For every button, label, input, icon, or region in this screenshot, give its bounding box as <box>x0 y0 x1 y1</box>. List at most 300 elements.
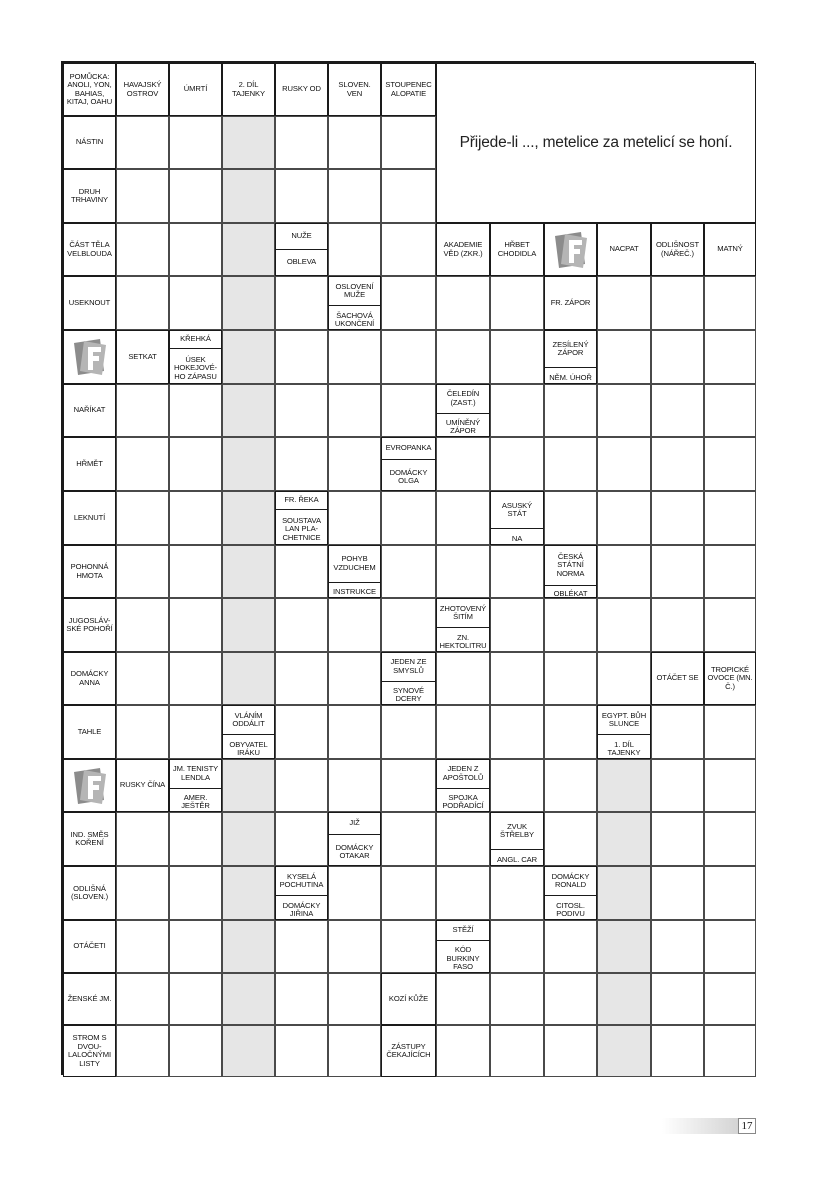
answer-cell[interactable] <box>169 705 222 759</box>
solution-cell[interactable] <box>222 812 275 866</box>
answer-cell[interactable] <box>490 545 544 598</box>
clue-text: USEKNOUT <box>68 297 111 307</box>
answer-cell[interactable] <box>328 330 381 384</box>
answer-cell[interactable] <box>275 545 328 598</box>
clue-text-right: OSLOVENÍ MUŽE <box>335 281 374 299</box>
answer-cell[interactable] <box>704 705 756 759</box>
clue-text-right: ZVUK ŠTŘELBY <box>500 821 534 840</box>
answer-cell[interactable] <box>169 973 222 1025</box>
answer-cell[interactable] <box>328 598 381 652</box>
answer-cell[interactable] <box>436 652 490 705</box>
answer-cell[interactable] <box>116 116 169 169</box>
answer-cell[interactable] <box>116 812 169 866</box>
answer-cell[interactable] <box>116 1025 169 1077</box>
clue-text: RUSKY ČÍNA <box>119 780 166 790</box>
answer-cell[interactable] <box>704 920 756 973</box>
clue-text-right: STĚŽÍ <box>452 925 474 935</box>
clue-text: OTÁČETI <box>73 941 106 951</box>
clue-cell <box>436 223 490 276</box>
answer-cell[interactable] <box>436 812 490 866</box>
clue-cell <box>544 545 597 598</box>
answer-cell[interactable] <box>275 705 328 759</box>
lf-logo-icon <box>63 759 116 812</box>
answer-cell[interactable] <box>597 652 651 705</box>
answer-cell[interactable] <box>328 437 381 491</box>
answer-cell[interactable] <box>169 276 222 330</box>
answer-cell[interactable] <box>381 223 436 276</box>
answer-cell[interactable] <box>275 920 328 973</box>
solution-cell[interactable] <box>597 1025 651 1077</box>
clue-cell <box>63 812 116 866</box>
answer-cell[interactable] <box>436 705 490 759</box>
clue-text: TROPICKÉ OVOCE (MN. Č.) <box>707 664 753 691</box>
clue-text: 2. DÍL TAJENKY <box>232 80 265 98</box>
clue-cell <box>222 63 275 116</box>
clue-text: MATNÝ <box>717 244 743 254</box>
solution-cell[interactable] <box>222 169 275 223</box>
answer-cell[interactable] <box>275 276 328 330</box>
solution-cell[interactable] <box>597 812 651 866</box>
clue-text: ÚMRTÍ <box>183 84 208 94</box>
answer-cell[interactable] <box>436 491 490 545</box>
answer-cell[interactable] <box>704 437 756 491</box>
clue-text-right: NUŽE <box>291 231 312 241</box>
answer-cell[interactable] <box>544 759 597 812</box>
answer-cell[interactable] <box>275 812 328 866</box>
solution-cell[interactable] <box>222 598 275 652</box>
clue-cell <box>169 63 222 116</box>
clue-cell <box>381 652 436 705</box>
answer-cell[interactable] <box>275 598 328 652</box>
answer-cell[interactable] <box>436 276 490 330</box>
answer-cell[interactable] <box>169 598 222 652</box>
solution-cell[interactable] <box>222 866 275 920</box>
clue-cell <box>116 330 169 384</box>
answer-cell[interactable] <box>169 223 222 276</box>
clue-cell <box>275 63 328 116</box>
clue-text: OTÁČET SE <box>656 673 699 683</box>
clue-text-right: ZHOTOVENÝ ŠITÍM <box>439 603 487 621</box>
clue-cell <box>597 223 651 276</box>
clue-text: SLOVEN. VEN <box>338 80 371 98</box>
clue-cell <box>544 866 597 920</box>
answer-cell[interactable] <box>169 437 222 491</box>
lf-logo-icon <box>544 223 597 276</box>
answer-cell[interactable] <box>328 116 381 169</box>
clue-cell <box>436 384 490 437</box>
clue-cell <box>704 652 756 705</box>
answer-cell[interactable] <box>328 652 381 705</box>
answer-cell[interactable] <box>328 491 381 545</box>
clue-text: ZÁSTUPY ČEKAJÍCÍCH <box>386 1041 431 1059</box>
clue-text-down: DOMÁCKY OLGA <box>382 459 435 491</box>
clue-text-right: EGYPT. BŮH SLUNCE <box>601 710 647 728</box>
answer-cell[interactable] <box>116 705 169 759</box>
answer-cell[interactable] <box>651 1025 704 1077</box>
clue-cell <box>63 437 116 491</box>
answer-cell[interactable] <box>436 545 490 598</box>
answer-cell[interactable] <box>704 545 756 598</box>
answer-cell[interactable] <box>328 920 381 973</box>
answer-cell[interactable] <box>275 759 328 812</box>
clue-text: SETKAT <box>128 351 157 361</box>
solution-cell[interactable] <box>222 491 275 545</box>
clue-cell <box>63 1025 116 1077</box>
answer-cell[interactable] <box>275 973 328 1025</box>
answer-cell[interactable] <box>544 973 597 1025</box>
solution-cell[interactable] <box>222 437 275 491</box>
answer-cell[interactable] <box>704 759 756 812</box>
answer-cell[interactable] <box>490 759 544 812</box>
clue-text-down: KÓD BURKINY FASO <box>437 940 489 973</box>
answer-cell[interactable] <box>381 812 436 866</box>
answer-cell[interactable] <box>169 1025 222 1077</box>
answer-cell[interactable] <box>544 437 597 491</box>
clue-cell <box>328 812 381 866</box>
solution-cell[interactable] <box>222 276 275 330</box>
answer-cell[interactable] <box>704 598 756 652</box>
answer-cell[interactable] <box>328 169 381 223</box>
clue-cell <box>116 63 169 116</box>
answer-cell[interactable] <box>116 384 169 437</box>
clue-text-down: DOMÁCKY JIŘINA <box>276 895 327 920</box>
answer-cell[interactable] <box>597 545 651 598</box>
solution-cell[interactable] <box>222 652 275 705</box>
answer-cell[interactable] <box>490 1025 544 1077</box>
clue-cell <box>63 223 116 276</box>
clue-cell <box>436 759 490 812</box>
clue-cell <box>275 866 328 920</box>
clue-text-down: INSTRUKCE <box>329 582 380 598</box>
answer-cell[interactable] <box>436 437 490 491</box>
puzzle-quote <box>436 63 756 223</box>
answer-cell[interactable] <box>381 545 436 598</box>
clue-cell <box>328 545 381 598</box>
clue-text-right: JEDEN Z APOŠTOLŮ <box>442 764 484 782</box>
clue-cell <box>63 169 116 223</box>
answer-cell[interactable] <box>544 384 597 437</box>
clue-text-down: OBLEVA <box>276 249 327 275</box>
clue-cell <box>436 598 490 652</box>
answer-cell[interactable] <box>597 276 651 330</box>
answer-cell[interactable] <box>116 276 169 330</box>
answer-cell[interactable] <box>544 920 597 973</box>
answer-cell[interactable] <box>116 652 169 705</box>
clue-cell <box>544 276 597 330</box>
clue-cell <box>381 1025 436 1077</box>
answer-cell[interactable] <box>169 169 222 223</box>
answer-cell[interactable] <box>328 866 381 920</box>
answer-cell[interactable] <box>328 1025 381 1077</box>
quote-text: Přijede-li ..., metelice za metelicí se honí. <box>459 134 733 151</box>
answer-cell[interactable] <box>597 437 651 491</box>
clue-text: POHONNÁ HMOTA <box>70 562 109 580</box>
answer-cell[interactable] <box>328 973 381 1025</box>
answer-cell[interactable] <box>490 276 544 330</box>
clue-text: STOUPENEC ALOPATIE <box>385 80 432 98</box>
clue-cell <box>63 384 116 437</box>
clue-text-down: SYNOVÉ DCERY <box>382 681 435 706</box>
answer-cell[interactable] <box>704 330 756 384</box>
clue-text: ODLIŠNÁ (SLOVEN.) <box>70 883 109 901</box>
answer-cell[interactable] <box>651 920 704 973</box>
answer-cell[interactable] <box>490 973 544 1025</box>
answer-cell[interactable] <box>381 330 436 384</box>
answer-cell[interactable] <box>597 384 651 437</box>
answer-cell[interactable] <box>116 973 169 1025</box>
clue-cell <box>651 223 704 276</box>
answer-cell[interactable] <box>169 545 222 598</box>
answer-cell[interactable] <box>381 705 436 759</box>
clue-text-down: 1. DÍL TAJENKY <box>598 734 650 759</box>
answer-cell[interactable] <box>490 330 544 384</box>
answer-cell[interactable] <box>328 705 381 759</box>
clue-text-down: NA <box>491 528 543 545</box>
answer-cell[interactable] <box>490 384 544 437</box>
answer-cell[interactable] <box>116 223 169 276</box>
clue-text: DOMÁCKY ANNA <box>70 669 109 687</box>
answer-cell[interactable] <box>544 652 597 705</box>
clue-cell <box>490 812 544 866</box>
clue-text-down: ZN. HEKTOLITRU <box>437 627 489 652</box>
solution-cell[interactable] <box>222 384 275 437</box>
solution-cell[interactable] <box>222 759 275 812</box>
answer-cell[interactable] <box>490 866 544 920</box>
clue-text: RUSKY OD <box>282 84 321 94</box>
clue-text-right: ČESKÁ STÁTNÍ NORMA <box>556 551 585 578</box>
clue-text: KOZÍ KŮŽE <box>388 993 429 1003</box>
clue-text: HŘBET CHODIDLA <box>497 240 537 258</box>
solution-cell[interactable] <box>222 116 275 169</box>
clue-text-right: JIŽ <box>349 818 360 828</box>
clue-text-down: NĚM. ÚHOŘ <box>545 367 596 384</box>
answer-cell[interactable] <box>328 384 381 437</box>
clue-text: DRUH TRHAVINY <box>70 186 109 204</box>
answer-cell[interactable] <box>381 866 436 920</box>
crossword-grid <box>61 61 754 1075</box>
clue-cell <box>651 652 704 705</box>
lf-logo-icon <box>63 330 116 384</box>
answer-cell[interactable] <box>169 384 222 437</box>
solution-cell[interactable] <box>597 866 651 920</box>
clue-cell <box>597 705 651 759</box>
clue-cell <box>169 330 222 384</box>
clue-cell <box>328 63 381 116</box>
answer-cell[interactable] <box>381 491 436 545</box>
answer-cell[interactable] <box>704 866 756 920</box>
answer-cell[interactable] <box>169 491 222 545</box>
answer-cell[interactable] <box>704 276 756 330</box>
clue-cell <box>381 973 436 1025</box>
solution-cell[interactable] <box>597 920 651 973</box>
answer-cell[interactable] <box>490 598 544 652</box>
clue-text-down: SPOJKA PODŘADÍCÍ <box>437 788 489 813</box>
clue-cell <box>169 759 222 812</box>
clue-text-down: OBYVATEL IRÁKU <box>223 734 274 759</box>
answer-cell[interactable] <box>116 491 169 545</box>
clue-cell <box>381 63 436 116</box>
clue-cell <box>63 973 116 1025</box>
answer-cell[interactable] <box>544 1025 597 1077</box>
clue-text: POMŮCKA: ANOLI, YON, BAHIAS, KITAJ, OAHU <box>66 71 113 106</box>
clue-text-down: SOUSTAVA LAN PLA-CHETNICE <box>276 509 327 545</box>
answer-cell[interactable] <box>169 866 222 920</box>
answer-cell[interactable] <box>275 1025 328 1077</box>
solution-cell[interactable] <box>222 973 275 1025</box>
answer-cell[interactable] <box>490 705 544 759</box>
clue-cell <box>63 276 116 330</box>
clue-text: NACPAT <box>609 244 639 254</box>
answer-cell[interactable] <box>169 116 222 169</box>
answer-cell[interactable] <box>328 759 381 812</box>
answer-cell[interactable] <box>651 491 704 545</box>
answer-cell[interactable] <box>169 812 222 866</box>
answer-cell[interactable] <box>436 1025 490 1077</box>
answer-cell[interactable] <box>381 384 436 437</box>
clue-cell <box>222 705 275 759</box>
answer-cell[interactable] <box>651 973 704 1025</box>
answer-cell[interactable] <box>275 169 328 223</box>
clue-cell <box>63 116 116 169</box>
answer-cell[interactable] <box>597 330 651 384</box>
solution-cell[interactable] <box>222 545 275 598</box>
clue-cell <box>544 330 597 384</box>
answer-cell[interactable] <box>651 598 704 652</box>
answer-cell[interactable] <box>381 116 436 169</box>
clue-text-down: CITOSL. PODIVU <box>545 895 596 920</box>
clue-cell <box>381 437 436 491</box>
answer-cell[interactable] <box>116 545 169 598</box>
answer-cell[interactable] <box>116 598 169 652</box>
clue-text-right: EVROPANKA <box>385 443 432 453</box>
clue-text: ČÁST TĚLA VELBLOUDA <box>67 240 112 258</box>
solution-cell[interactable] <box>222 920 275 973</box>
clue-text: IND. SMĚS KOŘENÍ <box>70 829 109 847</box>
answer-cell[interactable] <box>116 920 169 973</box>
answer-cell[interactable] <box>651 545 704 598</box>
answer-cell[interactable] <box>381 169 436 223</box>
answer-cell[interactable] <box>651 866 704 920</box>
answer-cell[interactable] <box>704 812 756 866</box>
clue-text-right: ZESÍLENÝ ZÁPOR <box>552 339 589 358</box>
clue-cell <box>63 705 116 759</box>
clue-text: NAŘÍKAT <box>73 405 106 415</box>
solution-cell[interactable] <box>597 759 651 812</box>
clue-text-down: ANGL. CAR <box>491 849 543 866</box>
answer-cell[interactable] <box>651 759 704 812</box>
answer-cell[interactable] <box>490 920 544 973</box>
clue-text: HŘMĚT <box>76 458 103 468</box>
clue-text-right: KŘEHKÁ <box>180 334 211 344</box>
clue-cell <box>275 223 328 276</box>
clue-text: TAHLE <box>77 726 102 736</box>
answer-cell[interactable] <box>704 384 756 437</box>
answer-cell[interactable] <box>651 330 704 384</box>
clue-text: HAVAJSKÝ OSTROV <box>123 80 162 98</box>
answer-cell[interactable] <box>544 705 597 759</box>
clue-text-down: AMER. JEŠTĚR <box>170 788 221 813</box>
clue-text: ODLIŠNOST (NÁŘEČ.) <box>656 240 699 258</box>
answer-cell[interactable] <box>116 866 169 920</box>
answer-cell[interactable] <box>704 491 756 545</box>
clue-text-right: ASUSKÝ STÁT <box>501 500 533 519</box>
clue-text: JUGOSLÁV-SKÉ POHOŘÍ <box>66 615 113 633</box>
answer-cell[interactable] <box>275 330 328 384</box>
solution-cell[interactable] <box>597 973 651 1025</box>
answer-cell[interactable] <box>381 276 436 330</box>
answer-cell[interactable] <box>544 598 597 652</box>
answer-cell[interactable] <box>436 973 490 1025</box>
answer-cell[interactable] <box>544 812 597 866</box>
answer-cell[interactable] <box>169 920 222 973</box>
answer-cell[interactable] <box>275 384 328 437</box>
clue-cell <box>275 491 328 545</box>
answer-cell[interactable] <box>116 169 169 223</box>
answer-cell[interactable] <box>651 705 704 759</box>
clue-text-down: DOMÁCKY OTAKAR <box>329 834 380 866</box>
answer-cell[interactable] <box>169 652 222 705</box>
clue-text-right: VLÁNÍM ODDÁLIT <box>232 710 265 728</box>
clue-cell <box>63 652 116 705</box>
clue-text-right: DOMÁCKY RONALD <box>551 871 590 889</box>
answer-cell[interactable] <box>275 652 328 705</box>
clue-cell <box>63 545 116 598</box>
clue-text-down: ÚSEK HOKEJOVÉ-HO ZÁPASU <box>170 348 221 384</box>
clue-text: NÁSTIN <box>75 137 104 147</box>
answer-cell[interactable] <box>651 276 704 330</box>
solution-cell[interactable] <box>222 330 275 384</box>
answer-cell[interactable] <box>704 973 756 1025</box>
answer-cell[interactable] <box>490 437 544 491</box>
answer-cell[interactable] <box>275 116 328 169</box>
clue-cell <box>63 491 116 545</box>
clue-text-down: ŠACHOVÁ UKONČENÍ <box>329 305 380 330</box>
clue-text: LEKNUTÍ <box>73 512 106 522</box>
answer-cell[interactable] <box>381 759 436 812</box>
clue-text-right: JEDEN ZE SMYSLŮ <box>390 657 427 675</box>
answer-cell[interactable] <box>275 437 328 491</box>
clue-cell <box>704 223 756 276</box>
answer-cell[interactable] <box>436 866 490 920</box>
answer-cell[interactable] <box>381 598 436 652</box>
answer-cell[interactable] <box>381 920 436 973</box>
solution-cell[interactable] <box>222 1025 275 1077</box>
clue-text: ŽENSKÉ JM. <box>67 993 112 1003</box>
answer-cell[interactable] <box>597 491 651 545</box>
clue-text: FR. ZÁPOR <box>550 297 591 307</box>
clue-cell <box>63 598 116 652</box>
clue-cell <box>116 759 169 812</box>
clue-text-right: JM. TENISTY LENDLA <box>172 764 219 782</box>
page-number-bar <box>662 1118 738 1134</box>
answer-cell[interactable] <box>490 652 544 705</box>
clue-text-right: FR. ŘEKA <box>284 495 319 505</box>
answer-cell[interactable] <box>597 598 651 652</box>
answer-cell[interactable] <box>328 223 381 276</box>
answer-cell[interactable] <box>544 491 597 545</box>
answer-cell[interactable] <box>704 1025 756 1077</box>
clue-text: AKADEMIE VĚD (ZKR.) <box>443 240 483 258</box>
answer-cell[interactable] <box>116 437 169 491</box>
answer-cell[interactable] <box>436 330 490 384</box>
answer-cell[interactable] <box>651 384 704 437</box>
clue-text-right: ČELEDÍN (ZAST.) <box>446 389 480 407</box>
clue-text-down: UMÍNĚNÝ ZÁPOR <box>437 413 489 438</box>
solution-cell[interactable] <box>222 223 275 276</box>
clue-cell <box>63 866 116 920</box>
answer-cell[interactable] <box>651 812 704 866</box>
answer-cell[interactable] <box>651 437 704 491</box>
